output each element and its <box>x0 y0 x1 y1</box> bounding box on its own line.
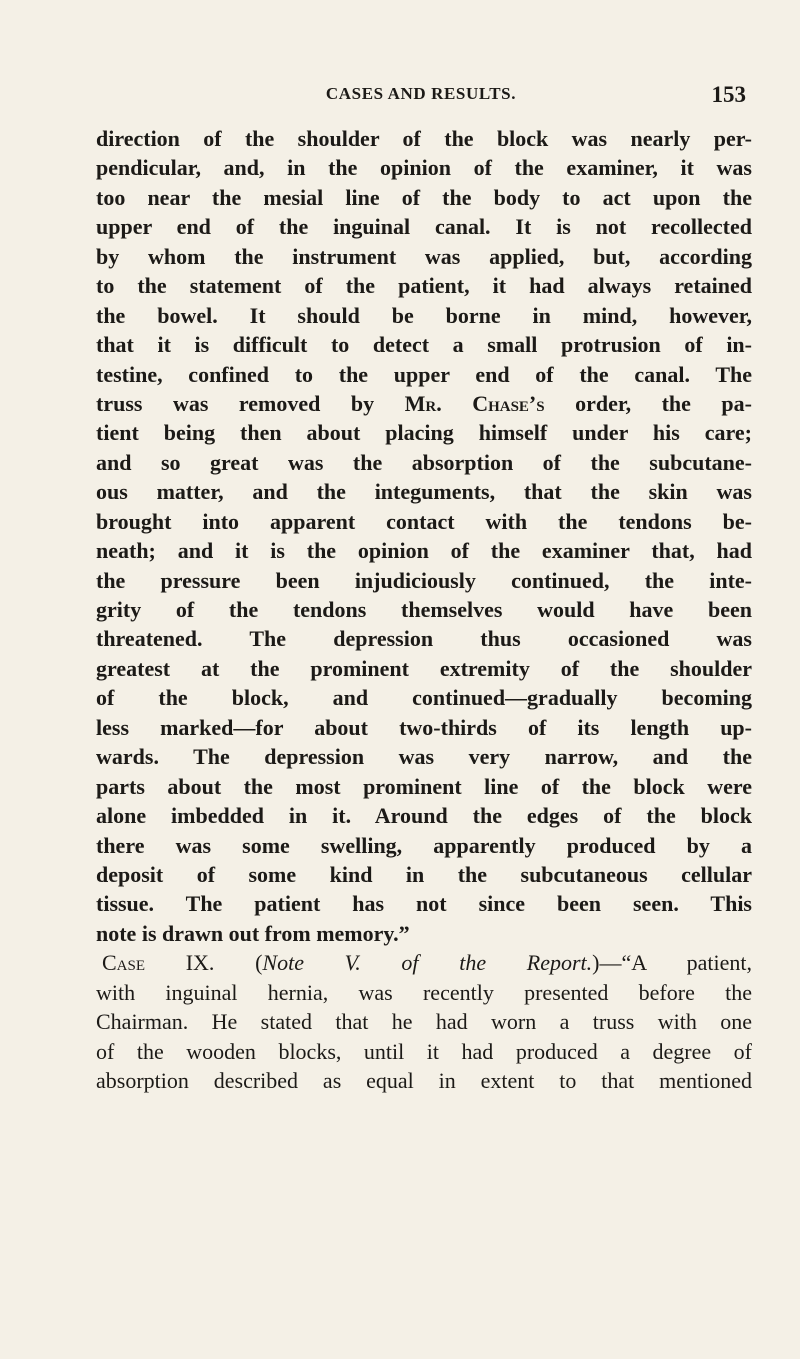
text-line: wards. The depression was very narrow, and the <box>96 744 752 770</box>
report-reference: Note V. of the Report. <box>262 950 593 976</box>
text-line: tissue. The patient has not since been seen. This <box>96 891 752 917</box>
text-line: of the block, and continued—gradually becoming <box>96 685 752 711</box>
text-line: of the wooden blocks, until it had produced a degree of <box>96 1038 752 1064</box>
text-line: ous matter, and the integuments, that the skin was <box>96 479 752 505</box>
text-segment: ( <box>214 950 263 976</box>
text-line: and so great was the absorption of the subcutane- <box>96 449 752 475</box>
text-line: absorption described as equal in extent to that mentioned <box>96 1068 752 1093</box>
text-segment: truss was removed by <box>96 390 405 416</box>
text-line: greatest at the prominent extremity of the shoulder <box>96 655 752 681</box>
text-line: neath; and it is the opinion of the examiner that, had <box>96 538 752 564</box>
text-line: the bowel. It should be borne in mind, however, <box>96 302 752 328</box>
running-head-title: CASES AND RESULTS. <box>325 84 517 103</box>
text-line: alone imbedded in it. Around the edges of the block <box>96 803 752 829</box>
text-line: that it is difficult to detect a small protrusion of in- <box>96 332 752 358</box>
page-number: 153 <box>711 82 746 107</box>
text-line: deposit of some kind in the subcutaneous cellular <box>96 861 752 887</box>
text-line: Chairman. He stated that he had worn a truss with one <box>96 1009 752 1035</box>
text-line: direction of the shoulder of the block was nearly per- <box>96 126 752 151</box>
text-line: brought into apparent contact with the tendons be- <box>96 508 752 534</box>
text-line: with inguinal hernia, was recently presented before the <box>96 979 752 1005</box>
running-head <box>96 84 746 114</box>
text-line: too near the mesial line of the body to act upon the <box>96 184 752 210</box>
text-line: upper end of the inguinal canal. It is not recollected <box>96 214 752 240</box>
body-text <box>96 124 752 1095</box>
text-line: by whom the instrument was applied, but, according <box>96 243 752 269</box>
text-line: grity of the tendons themselves would have been <box>96 597 752 622</box>
text-line <box>96 389 752 418</box>
text-line: testine, confined to the upper end of the canal. The <box>96 361 752 387</box>
text-line: parts about the most prominent line of the block were <box>96 773 752 799</box>
text-line: to the statement of the patient, it had always retained <box>96 273 752 299</box>
case-label: Case IX. <box>102 950 215 976</box>
text-line: note is drawn out from memory.” <box>96 920 410 946</box>
text-line: the pressure been injudiciously continued, the inte- <box>96 567 752 593</box>
text-segment: )—“A patient, <box>592 950 752 976</box>
text-line: pendicular, and, in the opinion of the examiner, it was <box>96 155 752 181</box>
case-heading-line <box>96 948 752 977</box>
text-line: threatened. The depression thus occasioned was <box>96 626 752 652</box>
text-segment: order, the pa- <box>544 390 752 416</box>
text-line: tient being then about placing himself under his care; <box>96 420 752 446</box>
text-line: there was some swelling, apparently produced by a <box>96 832 752 858</box>
text-line: less marked—for about two-thirds of its length up- <box>96 714 752 740</box>
person-name: Mr. Chase’s <box>404 390 545 416</box>
